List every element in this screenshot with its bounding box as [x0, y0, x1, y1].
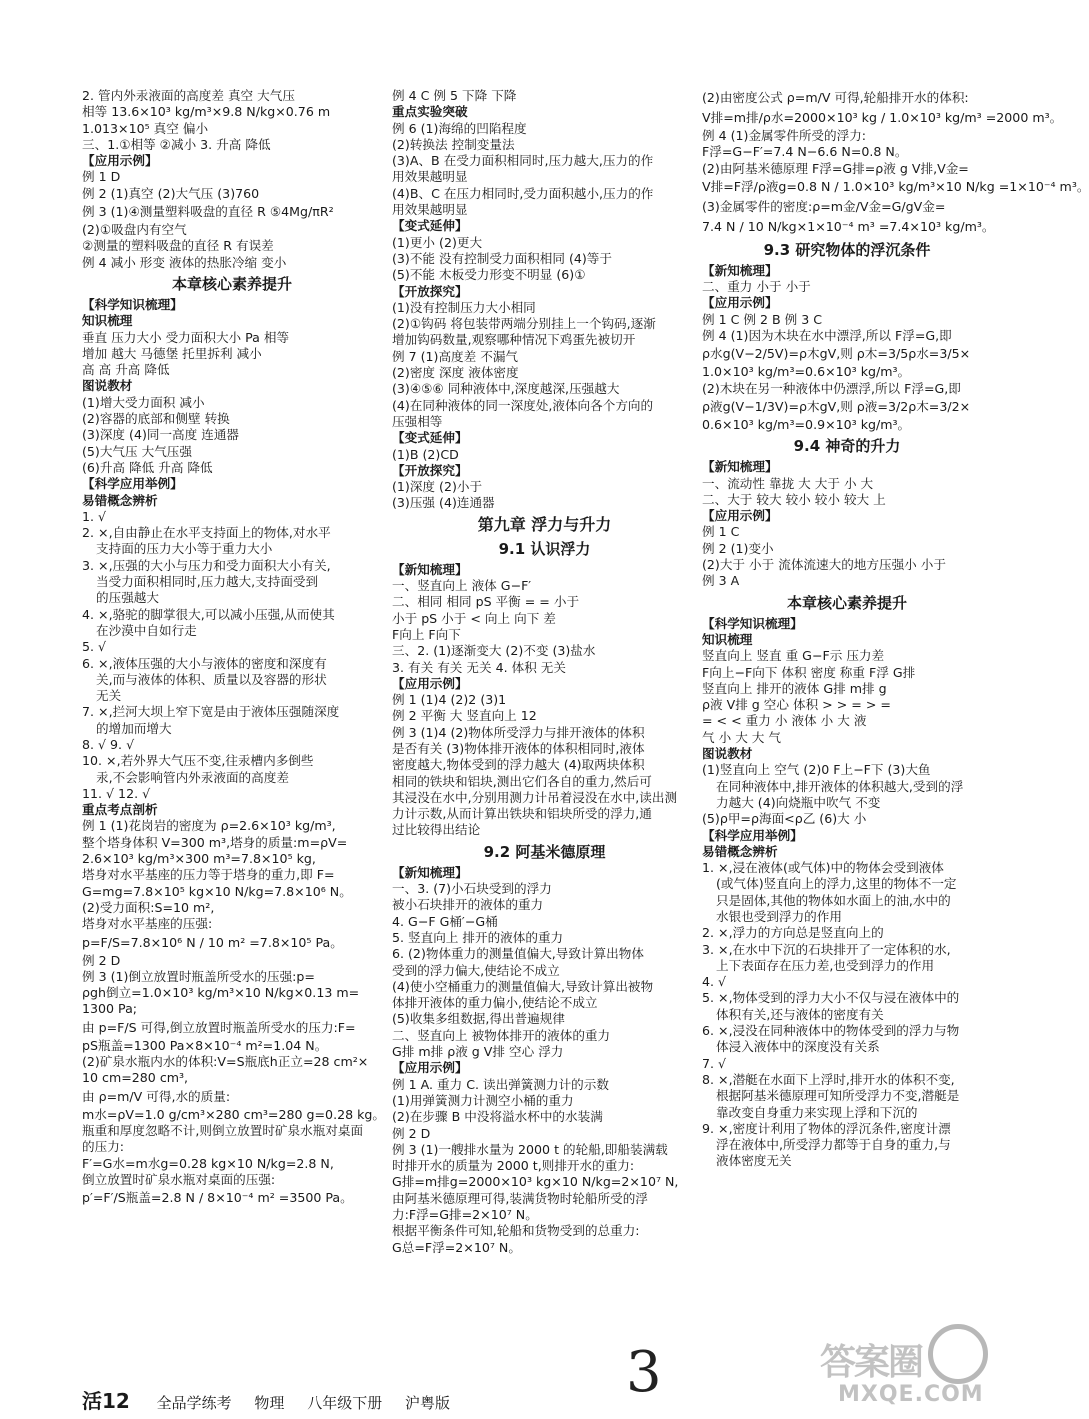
- answer-line: 3. 有关 有关 无关 4. 体积 无关: [392, 659, 566, 675]
- column-middle: [392, 88, 697, 1256]
- answer-line: (2)受力面积:S=10 m²,: [82, 899, 215, 915]
- answer-line: 在沙漠中自如行走: [96, 622, 197, 638]
- answer-line: 密度越大,物体受到的浮力越大 (4)取两块体积: [392, 757, 645, 773]
- column-right: [702, 88, 1089, 1170]
- section-heading: 【新知梳理】: [702, 459, 778, 475]
- answer-line: 一、竖直向上 液体 G−F′: [392, 578, 532, 594]
- answer-line: 在同种液体中,排开液体的体积越大,受到的浮: [716, 778, 964, 794]
- section-heading: 【科学知识梳理】: [82, 296, 183, 312]
- book-title: 全品学练考: [156, 1394, 232, 1412]
- answer-line: 10. ×,若外界大气压不变,往汞槽内多倒些: [82, 753, 314, 769]
- answer-line: (1)竖直向上 空气 (2)0 F上−F下 (3)大鱼: [702, 762, 931, 778]
- answer-line: (2)由阿基米德原理 F浮=G排=ρ液 g V排,V金=: [702, 160, 969, 176]
- answer-line: 靠改变自身重力来实现上浮和下沉的: [716, 1104, 918, 1120]
- answer-line: 液体密度无关: [716, 1153, 792, 1169]
- answer-line: G排=m排g=2000×10³ kg×10 N/kg=2×10⁷ N,: [392, 1174, 679, 1190]
- answer-line: (1)B (2)CD: [392, 446, 459, 462]
- section-heading: 易错概念辨析: [702, 843, 778, 859]
- answer-line: m水=ρV=1.0 g/cm³×280 cm³=280 g=0.28 kg。: [82, 1106, 385, 1122]
- answer-line: G总=F浮=2×10⁷ N。: [392, 1239, 521, 1255]
- answer-line: (5)大气压 大气压强: [82, 443, 192, 459]
- answer-line: ②测量的塑料吸盘的直径 R 有误差: [82, 238, 274, 254]
- answer-line: 过比较得出结论: [392, 822, 481, 838]
- answer-line: G=mg=7.8×10⁵ kg×10 N/kg=7.8×10⁶ N。: [82, 883, 352, 899]
- answer-line: ρgh倒立=1.0×10³ kg/m³×10 N/kg×0.13 m=: [82, 985, 360, 1001]
- section-title: 9.2 阿基米德原理: [483, 842, 606, 861]
- answer-line: 相同的铁块和铝块,测出它们各自的重力,然后可: [392, 773, 652, 789]
- answer-line: 11. √ 12. √: [82, 785, 151, 801]
- answer-line: G排 m排 ρ液 g V排 空心 浮力: [392, 1044, 564, 1060]
- answer-line: 例 2 D: [392, 1125, 431, 1141]
- answer-line: 受到的浮力偏大,使结论不成立: [392, 962, 560, 978]
- answer-line: 4. ×,骆驼的脚掌很大,可以减小压强,从而使其: [82, 606, 335, 622]
- section-title: 9.3 研究物体的浮沉条件: [763, 240, 931, 259]
- section-heading: 易错概念辨析: [82, 492, 158, 508]
- answer-line: 当受力面积相同时,压力越大,支持面受到: [96, 574, 319, 590]
- answer-line: 塔身对水平基座的压强:: [82, 916, 213, 932]
- answer-line: (1)增大受力面积 减小: [82, 394, 205, 410]
- section-heading: 【应用示例】: [702, 295, 778, 311]
- answer-line: 浮在液体中,所受浮力都等于自身的重力,与: [716, 1137, 951, 1153]
- section-heading: 【应用示例】: [82, 153, 158, 169]
- answer-line: 1. √: [82, 508, 107, 524]
- answer-line: 力越大 (4)向烧瓶中吹气 不变: [716, 794, 881, 810]
- answer-line: F浮=G−F′=7.4 N−6.6 N=0.8 N。: [702, 144, 908, 160]
- answer-line: 二、重力 小于 小于: [702, 279, 811, 295]
- answer-line: 垂直 压力大小 受力面积大小 Pa 相等: [82, 329, 290, 345]
- section-heading: 【开放探究】: [392, 283, 468, 299]
- answer-line: 是否有关 (3)物体排开液体的体积相同时,液体: [392, 740, 645, 756]
- answer-line: 例 1 C 例 2 B 例 3 C: [702, 311, 823, 327]
- answer-line: 6. ×,浸没在同种液体中的物体受到的浮力与物: [702, 1023, 960, 1039]
- answer-line: 1.013×10⁵ 真空 偏小: [82, 120, 209, 136]
- answer-line: 其浸没在水中,分别用测力计吊着浸没在水中,读出测: [392, 789, 678, 805]
- section-heading: 重点考点剖析: [82, 802, 158, 818]
- answer-line: 10 cm=280 cm³,: [82, 1070, 189, 1086]
- answer-line: 3. ×,在水中下沉的石块排开了一定体积的水,: [702, 941, 951, 957]
- answer-line: (2)转换法 控制变量法: [392, 136, 515, 152]
- answer-line: 2. ×,浮力的方向总是竖直向上的: [702, 925, 884, 941]
- section-title: 9.1 认识浮力: [498, 539, 591, 558]
- section-heading: 知识梳理: [82, 313, 133, 329]
- answer-line: 气 小 大 大 气: [702, 729, 781, 745]
- answer-line: (2)密度 深度 液体密度: [392, 365, 519, 381]
- section-heading: 【应用示例】: [392, 1060, 468, 1076]
- section-heading: 【应用示例】: [392, 675, 468, 691]
- answer-line: 0.6×10³ kg/m³=0.9×10³ kg/m³。: [702, 416, 911, 432]
- answer-line: 1. ×,浸在液体(或气体)中的物体会受到液体: [702, 860, 944, 876]
- answer-line: (4)在同种液体的同一深度处,液体向各个方向的: [392, 397, 654, 413]
- answer-line: 增加 越大 马德堡 托里拆利 减小: [82, 345, 262, 361]
- answer-line: 7. √: [702, 1055, 727, 1071]
- answer-line: 例 3 (1)倒立放置时瓶盖所受水的压强:p=: [82, 968, 315, 984]
- answer-line: 6. (2)物体重力的测量值偏大,导致计算出物体: [392, 946, 644, 962]
- answer-line: (6)升高 降低 升高 降低: [82, 459, 213, 475]
- section-heading: 图说教材: [82, 378, 133, 394]
- answer-line: 由 ρ=m/V 可得,水的质量:: [82, 1088, 231, 1104]
- answer-line: 体浸入液体中的深度没有关系: [716, 1039, 880, 1055]
- answer-line: (1)用弹簧测力计测空小桶的重力: [392, 1092, 574, 1108]
- section-heading: 【新知梳理】: [702, 262, 778, 278]
- answer-line: 瓶重和厚度忽略不计,则倒立放置时矿泉水瓶对桌面: [82, 1122, 364, 1138]
- answer-line: ρ液g(V−1/3V)=ρ木gV,则 ρ液=3/2ρ木=3/2×: [702, 398, 971, 414]
- answer-line: 例 2 D: [82, 952, 121, 968]
- answer-line: 例 7 (1)高度差 不漏气: [392, 348, 519, 364]
- answer-line: 由阿基米德原理可得,装满货物时轮船所受的浮: [392, 1190, 648, 1206]
- section-heading: 【科学知识梳理】: [702, 615, 803, 631]
- section-heading: 【变式延伸】: [392, 430, 468, 446]
- answer-line: 小于 pS 小于 < 向上 向下 差: [392, 610, 556, 626]
- section-title: 第九章 浮力与升力: [477, 514, 612, 534]
- section-heading: 【变式延伸】: [392, 218, 468, 234]
- answer-line: pS瓶盖=1300 Pa×8×10⁻⁴ m²=1.04 N。: [82, 1037, 328, 1053]
- answer-line: p′=F′/S瓶盖=2.8 N / 8×10⁻⁴ m² =3500 Pa。: [82, 1190, 353, 1206]
- answer-line: 例 1 C: [702, 524, 740, 540]
- answer-line: = < < 重力 小 液体 小 大 液: [702, 713, 867, 729]
- answer-line: 例 6 (1)海绵的凹陷程度: [392, 120, 527, 136]
- answer-line: 二、大于 较大 较小 较小 较大 上: [702, 491, 886, 507]
- answer-line: 4. √: [702, 974, 727, 990]
- subject-label: 物理: [254, 1394, 285, 1412]
- answer-line: 高 高 升高 降低: [82, 362, 170, 378]
- answer-line: 汞,不会影响管内外汞液面的高度差: [96, 769, 289, 785]
- answer-line: 用效果越明显: [392, 202, 468, 218]
- edition-label: 沪粤版: [405, 1394, 451, 1412]
- answer-line: (3)深度 (4)同一高度 连通器: [82, 427, 240, 443]
- answer-line: 5. √: [82, 639, 107, 655]
- handwritten-mark: 3: [626, 1340, 662, 1405]
- answer-line: 例 2 (1)变小: [702, 540, 774, 556]
- answer-line: 3. ×,压强的大小与压力和受力面积大小有关,: [82, 557, 331, 573]
- answer-line: V排=F浮/ρ液g=0.8 N / 1.0×10³ kg/m³×10 N/kg =1×10⁻⁴ m³。: [702, 178, 1089, 194]
- answer-line: 例 2 (1)真空 (2)大气压 (3)760: [82, 185, 260, 201]
- answer-line: 2. ×,自由静止在水平支持面上的物体,对水平: [82, 525, 331, 541]
- answer-line: 二、相同 相同 pS 平衡 = = 小于: [392, 594, 580, 610]
- section-heading: 【科学应用举例】: [82, 476, 183, 492]
- answer-line: 5. 竖直向上 排开的液体的重力: [392, 929, 564, 945]
- answer-line: 9. ×,密度计利用了物体的浮沉条件,密度计漂: [702, 1120, 951, 1136]
- answer-line: 的压力:: [82, 1139, 125, 1155]
- answer-line: (2)大于 小于 流体流速大的地方压强小 小于: [702, 557, 946, 573]
- answer-line: 1.0×10³ kg/m³=0.6×10³ kg/m³。: [702, 364, 911, 380]
- section-heading: 知识梳理: [702, 631, 753, 647]
- answer-line: F向上−F向下 体积 密度 称重 F浮 G排: [702, 664, 916, 680]
- answer-line: 例 1 (1)花岗岩的密度为 ρ=2.6×10³ kg/m³,: [82, 818, 336, 834]
- answer-line: 6. ×,液体压强的大小与液体的密度和深度有: [82, 655, 327, 671]
- answer-line: 被小石块排开的液体的重力: [392, 897, 544, 913]
- answer-line: (3)A、B 在受力面积相同时,压力越大,压力的作: [392, 153, 654, 169]
- answer-line: 水银也受到浮力的作用: [716, 908, 842, 924]
- answer-line: 增加钩码数量,观察哪种情况下鸡蛋先被切开: [392, 332, 636, 348]
- page-number: 活12: [82, 1389, 130, 1413]
- answer-line: (4)B、C 在压力相同时,受力面积越小,压力的作: [392, 185, 654, 201]
- answer-line: 三、2. (1)逐渐变大 (2)不变 (3)盐水: [392, 643, 596, 659]
- section-title: 本章核心素养提升: [171, 274, 292, 293]
- watermark-text: 答案圈: [820, 1342, 923, 1383]
- answer-line: (2)容器的底部和侧壁 转换: [82, 411, 230, 427]
- answer-line: (1)深度 (2)小于: [392, 479, 483, 495]
- answer-line: 2. 管内外汞液面的高度差 真空 大气压: [82, 88, 295, 103]
- answer-line: 二、竖直向上 被物体排开的液体的重力: [392, 1027, 611, 1043]
- answer-line: ρ液 V排 g 空心 体积 > > = > =: [702, 697, 891, 713]
- answer-line: 时排开水的质量为 2000 t,则排开水的重力:: [392, 1158, 635, 1174]
- section-title: 本章核心素养提升: [786, 593, 907, 612]
- section-heading: 【科学应用举例】: [702, 827, 803, 843]
- answer-line: (或气体)竖直向上的浮力,这里的物体不一定: [716, 876, 957, 892]
- answer-line: 上下表面存在压力差,也受到浮力的作用: [716, 957, 935, 973]
- watermark-url: MXQE.COM: [838, 1382, 984, 1407]
- answer-line: 力:F浮=G排=2×10⁷ N。: [392, 1207, 538, 1222]
- answer-line: (2)木块在另一种液体中仍漂浮,所以 F浮=G,即: [702, 380, 961, 396]
- answer-line: 例 4 (1)金属零件所受的浮力:: [702, 128, 867, 143]
- column-left: [82, 88, 385, 1208]
- answer-line: (2)在步骤 B 中没将溢水杯中的水装满: [392, 1109, 603, 1125]
- answer-line: 支持面的压力大小等于重力大小: [96, 541, 273, 557]
- answer-line: 倒立放置时矿泉水瓶对桌面的压强:: [82, 1171, 276, 1187]
- answer-line: 一、3. (7)小石块受到的浮力: [392, 881, 552, 897]
- answer-line: p=F/S=7.8×10⁶ N / 10 m² =7.8×10⁵ Pa。: [82, 934, 343, 950]
- page-footer: [82, 1385, 468, 1414]
- answer-line: 例 1 (1)4 (2)2 (3)1: [392, 692, 507, 708]
- answer-line: F′=G水=m水g=0.28 kg×10 N/kg=2.8 N,: [82, 1155, 334, 1171]
- answer-line: 压强相等: [392, 413, 443, 429]
- answer-line: 一、流动性 靠拢 大 大于 小 大: [702, 475, 874, 491]
- answer-line: 例 4 (1)因为木块在水中漂浮,所以 F浮=G,即: [702, 328, 952, 344]
- answer-line: 例 3 A: [702, 573, 740, 589]
- answer-line: 的压强越大: [96, 590, 159, 606]
- answer-line: 竖直向上 竖直 重 G−F示 压力差: [702, 648, 885, 664]
- answer-line: 由 p=F/S 可得,倒立放置时瓶盖所受水的压力:F=: [82, 1019, 356, 1035]
- section-heading: 【新知梳理】: [392, 864, 468, 880]
- answer-line: (2)①钩码 将包装带两端分别挂上一个钩码,逐渐: [392, 316, 656, 332]
- answer-line: (1)更小 (2)更大: [392, 234, 483, 250]
- section-heading: 【开放探究】: [392, 462, 468, 478]
- answer-line: (3)④⑤⑥ 同种液体中,深度越深,压强越大: [392, 381, 620, 397]
- answer-line: 7.4 N / 10 N/kg×1×10⁻⁴ m³ =7.4×10³ kg/m³。: [702, 218, 995, 234]
- answer-line: (2)矿泉水瓶内水的体积:V=S瓶底h正立=28 cm²×: [82, 1054, 369, 1070]
- answer-line: 8. ×,潜艇在水面下上浮时,排开水的体积不变,: [702, 1071, 955, 1087]
- answer-line: ρ水g(V−2/5V)=ρ木gV,则 ρ木=3/5ρ水=3/5×: [702, 346, 971, 362]
- answer-line: 8. √ 9. √: [82, 736, 135, 752]
- answer-line: 的增加而增大: [96, 720, 172, 736]
- answer-line: (3)不能 没有控制受力面积相同 (4)等于: [392, 250, 612, 266]
- section-heading: 【新知梳理】: [392, 561, 468, 577]
- answer-line: 例 1 A. 重力 C. 读出弹簧测力计的示数: [392, 1076, 609, 1092]
- answer-line: 塔身对水平基座的压力等于塔身的重力,即 F=: [82, 867, 335, 883]
- answer-line: 例 4 C 例 5 下降 下降: [392, 88, 517, 103]
- answer-line: 根据平衡条件可知,轮船和货物受到的总重力:: [392, 1223, 640, 1239]
- answer-line: 无关: [96, 688, 122, 704]
- answer-line: 1300 Pa;: [82, 1001, 138, 1017]
- answer-line: (2)①吸盘内有空气: [82, 222, 187, 238]
- answer-line: 体积有关,还与液体的密度有关: [716, 1006, 884, 1022]
- answer-line: 根据阿基米德原理可知所受浮力不变,潜艇是: [716, 1088, 960, 1104]
- section-heading: 重点实验突破: [392, 104, 468, 120]
- answer-line: 5. ×,物体受到的浮力大小不仅与浸在液体中的: [702, 990, 960, 1006]
- answer-line: 竖直向上 排开的液体 G排 m排 g: [702, 680, 887, 696]
- answer-line: 7. ×,拦河大坝上窄下宽是由于液体压强随深度: [82, 704, 340, 720]
- answer-line: 体排开液体的重力偏小,使结论不成立: [392, 995, 598, 1011]
- answer-line: (4)使小空桶重力的测量值偏大,导致计算出被物: [392, 978, 654, 994]
- answer-line: 例 4 减小 形变 液体的热胀冷缩 变小: [82, 254, 287, 270]
- answer-line: (5)不能 木板受力形变不明显 (6)①: [392, 267, 586, 283]
- answer-line: V排=m排/ρ水=2000×10³ kg / 1.0×10³ kg/m³ =2000 m³。: [702, 110, 1063, 125]
- watermark-logo: [820, 1320, 988, 1410]
- answer-line: (3)金属零件的密度:ρ=m金/V金=G/gV金=: [702, 198, 946, 214]
- answer-line: (3)压强 (4)连通器: [392, 495, 495, 511]
- answer-line: 例 1 D: [82, 169, 121, 185]
- answer-line: 用效果越明显: [392, 169, 468, 185]
- answer-line: (1)没有控制压力大小相同: [392, 299, 536, 315]
- section-heading: 图说教材: [702, 746, 753, 762]
- answer-line: (2)由密度公式 ρ=m/V 可得,轮船排开水的体积:: [702, 90, 969, 105]
- answer-line: 例 2 平衡 大 竖直向上 12: [392, 708, 537, 724]
- grade-label: 八年级下册: [307, 1394, 383, 1412]
- watermark-circle: [928, 1324, 988, 1384]
- section-heading: 【应用示例】: [702, 508, 778, 524]
- answer-line: 只是固体,其他的物体如水面上的油,水中的: [716, 892, 951, 908]
- answer-line: (5)ρ甲=ρ海面<ρ乙 (6)大 小: [702, 811, 867, 827]
- answer-line: 三、1.①相等 ②减小 3. 升高 降低: [82, 136, 271, 152]
- answer-line: (5)收集多组数据,得出普遍规律: [392, 1011, 565, 1027]
- answer-line: 相等 13.6×10³ kg/m³×9.8 N/kg×0.76 m: [82, 104, 331, 120]
- answer-line: 例 3 (1)一艘排水量为 2000 t 的轮船,即船装满载: [392, 1141, 668, 1157]
- answer-line: 4. G−F G桶′−G桶: [392, 913, 498, 929]
- answer-line: 例 3 (1)④测量塑料吸盘的直径 R ⑤4Mg/πR²: [82, 204, 334, 220]
- answer-line: 关,而与液体的体积、质量以及容器的形状: [96, 671, 327, 687]
- answer-line: 例 3 (1)4 (2)物体所受浮力与排开液体的体积: [392, 724, 645, 740]
- answer-line: 整个塔身体积 V=300 m³,塔身的质量:m=ρV=: [82, 834, 348, 850]
- answer-line: 力计示数,从而计算出铁块和铝块所受的浮力,通: [392, 806, 652, 822]
- answer-line: 2.6×10³ kg/m³×300 m³=7.8×10⁵ kg,: [82, 851, 316, 867]
- answer-line: F向上 F向下: [392, 626, 461, 642]
- section-title: 9.4 神奇的升力: [793, 437, 901, 456]
